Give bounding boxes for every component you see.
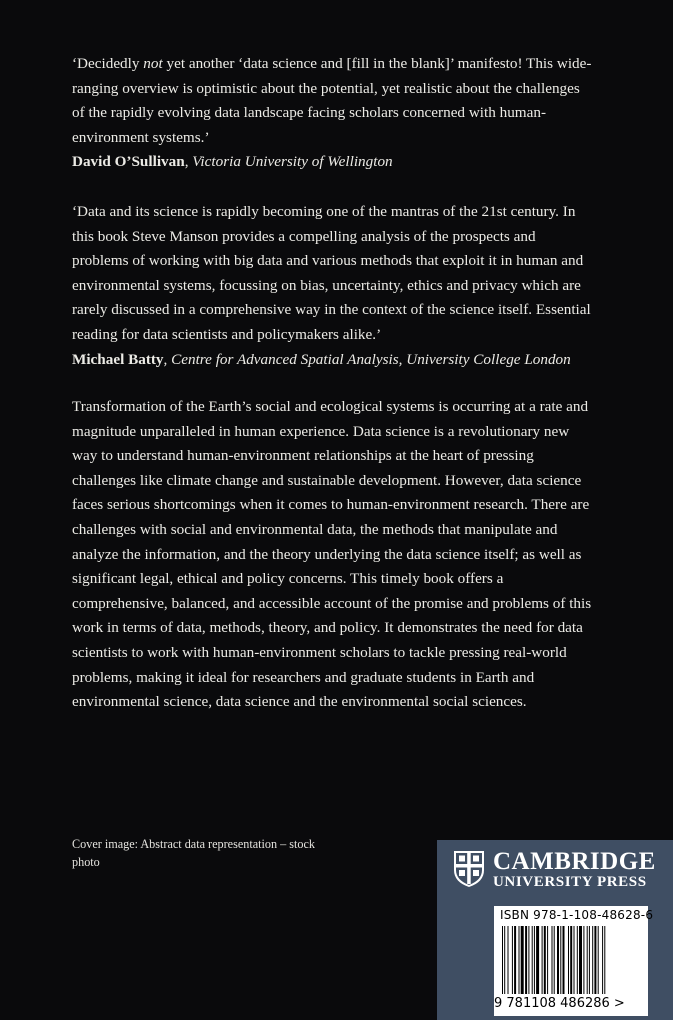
- endorsement-quote-2: [72, 200, 592, 372]
- isbn-text: ISBN 978-1-108-48628-6: [500, 908, 654, 922]
- endorser-name: David O’Sullivan: [72, 153, 185, 171]
- barcode-bars: [502, 926, 642, 994]
- endorser-affiliation: Centre for Advanced Spatial Analysis, University College London: [171, 350, 571, 368]
- book-description-text: Transformation of the Earth’s social and ecological systems is occurring at a rate and magnitude unparalleled in human experience. Data science is a revolutionary new way to understand human-environment relationships at the heart of pressing challenges like climate change and sustainable development. However, data science faces serious shortcomings when it comes to human-environment research. There are challenges with social and environmental data, the methods that manipulate and analyze the information, and the theory underlying the data science itself; as well as significant legal, ethical and policy concerns. This timely book offers a comprehensive, balanced, and accessible account of the promise and problems of this work in terms of data, methods, theory, and policy. It demonstrates the need for data scientists to work with human-environment scholars to tackle pressing real-world problems, making it ideal for researchers and graduate students in Earth and environmental science, data science and the environmental social sciences.: [72, 398, 592, 711]
- publisher-subtitle: UNIVERSITY PRESS: [493, 874, 647, 890]
- isbn-barcode: [494, 906, 654, 1016]
- endorser-affiliation: Victoria University of Wellington: [192, 153, 393, 171]
- ean-digits: 9 781108 486286 >: [494, 996, 625, 1011]
- university-crest-icon: [453, 850, 485, 888]
- endorsement-quote-1-text: ‘Decidedly not yet another ‘data science and [fill in the blank]’ manifesto! This wide-ranging overview is optimistic about the potential, yet realistic about the challenges of the rapidly evolving data landscape facing scholars concerned with human-environment systems.’: [72, 55, 592, 146]
- endorser-name: Michael Batty: [72, 350, 164, 368]
- endorsement-quote-1: [72, 52, 592, 175]
- book-description: [72, 395, 592, 715]
- endorsement-quote-2-text: ‘Data and its science is rapidly becoming one of the mantras of the 21st century. In this book Steve Manson provides a compelling analysis of the prospects and problems of working with big data and various methods that exploit it in human and environmental systems, focussing on bias, uncertainty, ethics and privacy which are rarely discussed in a comprehensive way in the context of the science itself. Essential reading for data scientists and policymakers alike.’: [72, 203, 591, 343]
- emphasis: not: [143, 55, 163, 72]
- publisher-name: CAMBRIDGE: [493, 848, 656, 875]
- publisher-block: [437, 840, 673, 1020]
- cover-image-credit: Cover image: Abstract data representation – stock photo: [72, 837, 315, 869]
- endorsement-quote-1-attribution: David O’Sullivan, Victoria University of Wellington: [72, 153, 393, 171]
- endorsement-quote-2-attribution: Michael Batty, Centre for Advanced Spatial Analysis, University College London: [72, 350, 571, 368]
